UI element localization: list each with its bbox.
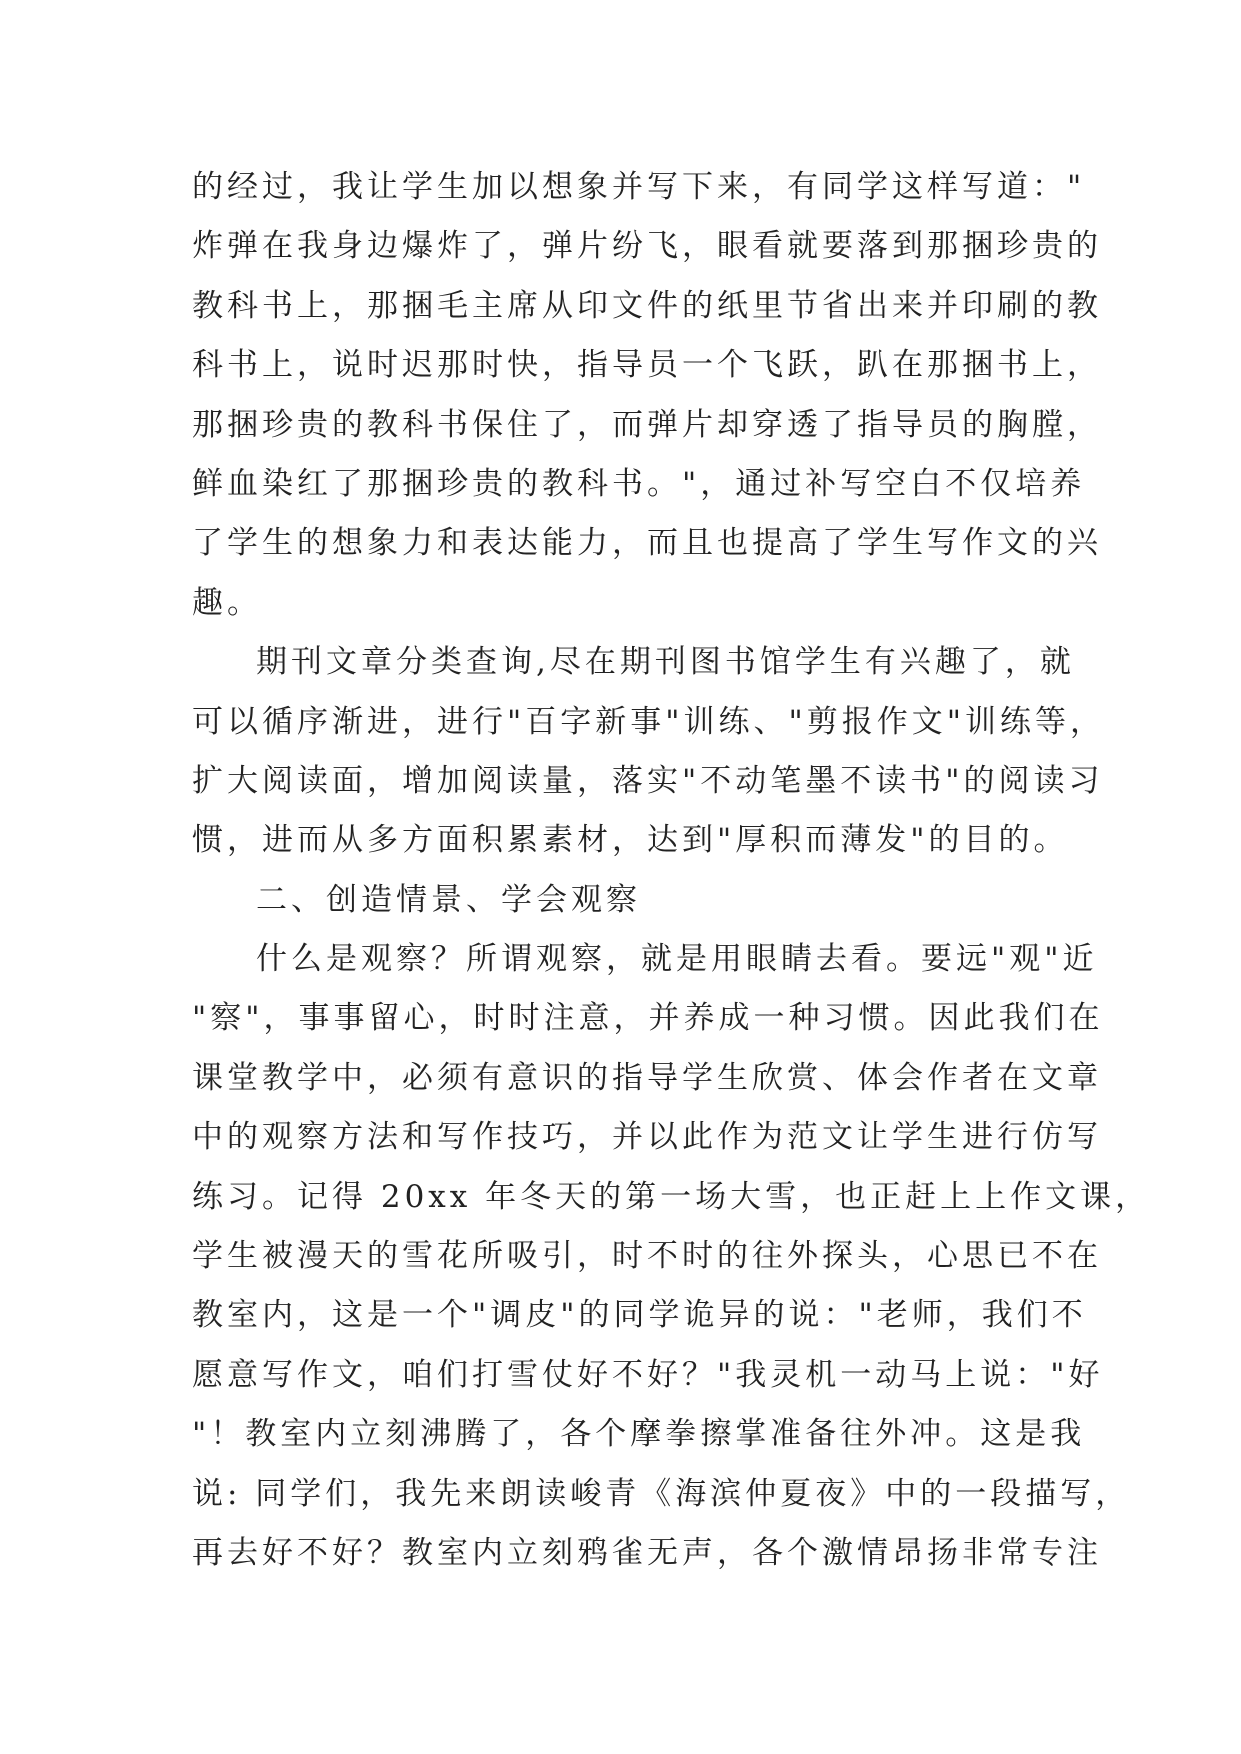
text-line-8: 趣。: [192, 584, 262, 621]
text-line-17: 中的观察方法和写作技巧，并以此作为范文让学生进行仿写: [192, 1119, 1102, 1156]
section-heading: 二、创造情景、学会观察: [256, 881, 641, 918]
text-line-12: 惯，进而从多方面积累素材，达到"厚积而薄发"的目的。: [192, 822, 1069, 859]
text-line-9: 期刊文章分类查询,尽在期刊图书馆学生有兴趣了，就: [256, 644, 1075, 681]
text-line-4: 科书上，说时迟那时快，指导员一个飞跃，趴在那捆书上，: [192, 347, 1102, 384]
text-line-1: 的经过，我让学生加以想象并写下来，有同学这样写道：": [192, 169, 1086, 205]
text-line-21: 愿意写作文，咱们打雪仗好不好？"我灵机一动马上说："好: [192, 1356, 1104, 1393]
text-line-18: 练习。记得 20xx 年冬天的第一场大雪，也正赶上上作文课，: [192, 1178, 1151, 1215]
text-line-2: 炸弹在我身边爆炸了，弹片纷飞，眼看就要落到那捆珍贵的: [192, 228, 1102, 265]
text-line-15: "察"，事事留心，时时注意，并养成一种习惯。因此我们在: [192, 1000, 1104, 1037]
text-line-20: 教室内，这是一个"调皮"的同学诡异的说："老师，我们不: [192, 1297, 1087, 1334]
body-text: [192, 158, 1151, 1583]
text-line-19: 学生被漫天的雪花所吸引，时不时的往外探头，心思已不在: [192, 1238, 1102, 1275]
text-line-24: 再去好不好？教室内立刻鸦雀无声，各个激情昂扬非常专注: [192, 1534, 1102, 1571]
text-line-23: 说: 同学们，我先来朗读峻青《海滨仲夏夜》中的一段描写，: [192, 1475, 1131, 1512]
text-line-7: 了学生的想象力和表达能力，而且也提高了学生写作文的兴: [192, 525, 1102, 562]
text-line-16: 课堂教学中，必须有意识的指导学生欣赏、体会作者在文章: [192, 1059, 1102, 1096]
text-line-11: 扩大阅读面，增加阅读量，落实"不动笔墨不读书"的阅读习: [192, 762, 1104, 799]
text-line-6: 鲜血染红了那捆珍贵的教科书。"，通过补写空白不仅培养: [192, 465, 1086, 502]
text-line-22: "！教室内立刻沸腾了，各个摩拳擦掌准备往外冲。这是我: [192, 1416, 1086, 1453]
text-line-14: 什么是观察？所谓观察，就是用眼睛去看。要远"观"近: [256, 941, 1098, 978]
text-line-3: 教科书上，那捆毛主席从印文件的纸里节省出来并印刷的教: [192, 287, 1102, 324]
text-line-5: 那捆珍贵的教科书保住了，而弹片却穿透了指导员的胸膛，: [192, 406, 1102, 443]
text-line-10: 可以循序渐进，进行"百字新事"训练、"剪报作文"训练等，: [192, 703, 1106, 740]
